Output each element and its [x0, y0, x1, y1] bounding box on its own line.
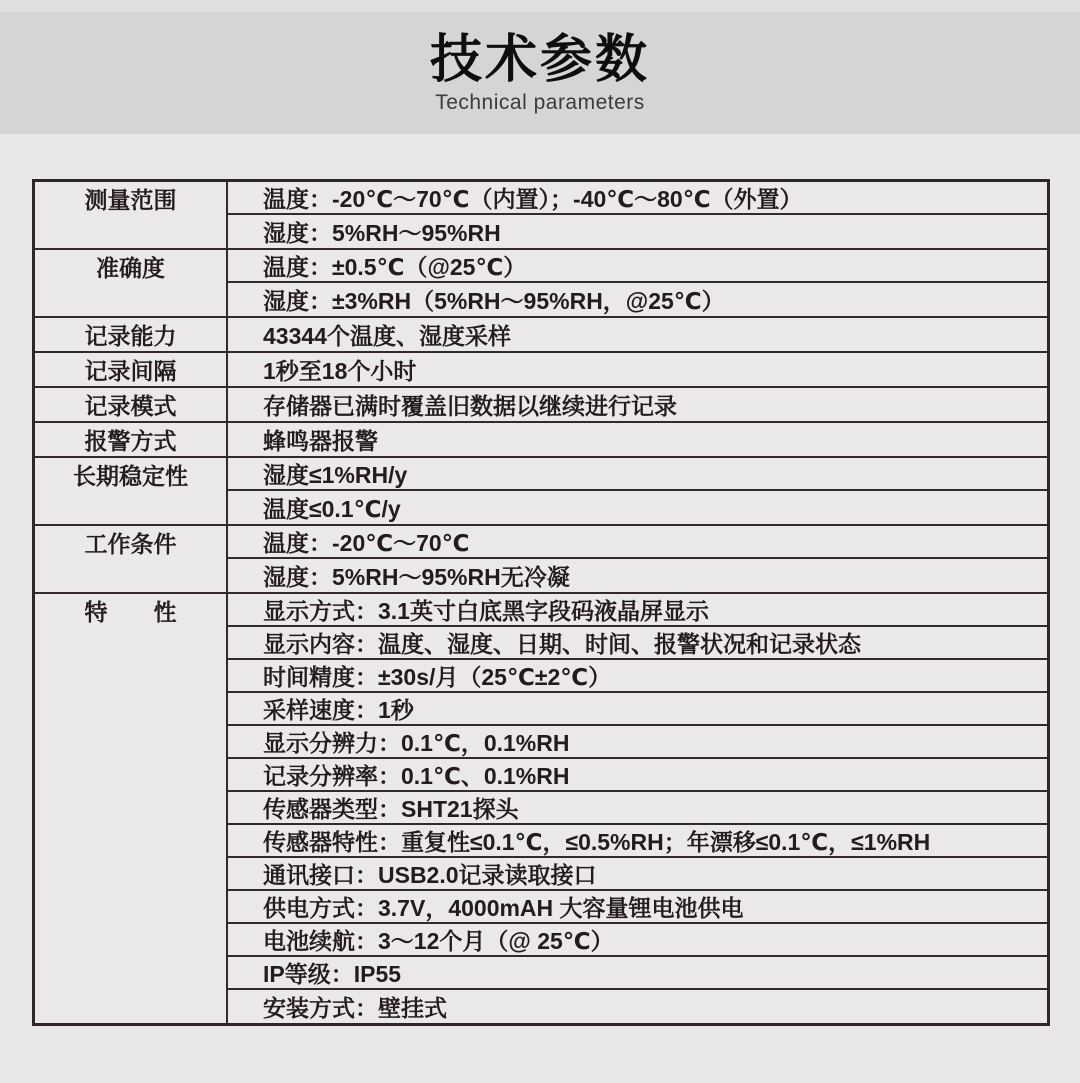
- spec-group-rows: [228, 250, 1047, 316]
- spec-row: 43344个温度、湿度采样: [263, 323, 511, 349]
- page-title: 技术参数: [429, 30, 650, 89]
- spec-group: [35, 594, 1047, 1023]
- spec-group: [35, 250, 1047, 318]
- page-subtitle: Technical parameters: [435, 91, 645, 115]
- spec-group: [35, 526, 1047, 594]
- spec-group-rows: [228, 423, 1047, 456]
- spec-row: 湿度≤1%RH/y: [228, 458, 1047, 491]
- spec-group-rows: [228, 388, 1047, 421]
- spec-group-label: 记录间隔: [84, 358, 177, 384]
- spec-group: [35, 458, 1047, 526]
- spec-row: 电池续航：3～12个月（@ 25℃）: [228, 924, 1047, 957]
- spec-row: 显示方式：3.1英寸白底黑字段码液晶屏显示: [228, 594, 1047, 627]
- spec-row: 显示内容：温度、湿度、日期、时间、报警状况和记录状态: [228, 627, 1047, 660]
- spec-group-label-cell: [35, 423, 228, 456]
- spec-group: [35, 182, 1047, 250]
- spec-group-rows: [228, 526, 1047, 592]
- spec-row: 温度：-20℃～70℃（内置）；-40℃～80℃（外置）: [228, 182, 1047, 215]
- spec-row: 温度：±0.5℃（@25℃）: [228, 250, 1047, 283]
- spec-group-label-cell: [35, 458, 228, 524]
- spec-row: 温度≤0.1℃/y: [263, 496, 401, 522]
- spec-row: 湿度：5%RH～95%RH无冷凝: [263, 564, 570, 590]
- spec-row: 存储器已满时覆盖旧数据以继续进行记录: [263, 393, 677, 419]
- spec-group: [35, 318, 1047, 353]
- top-strip: [0, 0, 1080, 12]
- spec-group-label-cell: [35, 182, 228, 248]
- spec-row: 通讯接口：USB2.0记录读取接口: [228, 858, 1047, 891]
- spec-group-label: 工作条件: [84, 531, 177, 557]
- spec-group-label-cell: [35, 388, 228, 421]
- spec-row: 1秒至18个小时: [263, 358, 417, 384]
- spec-group-rows: [228, 458, 1047, 524]
- spec-row: 时间精度：±30s/月（25℃±2℃）: [228, 660, 1047, 693]
- spec-group-label: 报警方式: [84, 428, 177, 454]
- spec-table: [32, 179, 1050, 1026]
- spec-group-label-cell: [35, 526, 228, 592]
- spec-group-label: 准确度: [96, 255, 165, 281]
- spec-group-label: 长期稳定性: [73, 463, 188, 489]
- spec-row: 显示分辨力：0.1℃，0.1%RH: [228, 726, 1047, 759]
- header-band: [0, 12, 1080, 134]
- spec-group-label: 特 性: [84, 599, 177, 625]
- spec-group-label-cell: [35, 318, 228, 351]
- spec-group-rows: [228, 594, 1047, 1023]
- spec-group-label-cell: [35, 594, 228, 1023]
- spec-row: 采样速度：1秒: [228, 693, 1047, 726]
- spec-row: 供电方式：3.7V，4000mAH 大容量锂电池供电: [228, 891, 1047, 924]
- spec-group-rows: [228, 318, 1047, 351]
- spec-group-label-cell: [35, 353, 228, 386]
- spec-row: IP等级：IP55: [228, 957, 1047, 990]
- spec-group: [35, 388, 1047, 423]
- spec-row: 传感器特性：重复性≤0.1℃，≤0.5%RH；年漂移≤0.1℃，≤1%RH: [228, 825, 1047, 858]
- spec-group-label: 测量范围: [84, 187, 177, 213]
- spec-row: 传感器类型：SHT21探头: [228, 792, 1047, 825]
- spec-row: 记录分辨率：0.1℃、0.1%RH: [228, 759, 1047, 792]
- spec-group-rows: [228, 353, 1047, 386]
- spec-group-label: 记录模式: [84, 393, 177, 419]
- spec-row: 湿度：±3%RH（5%RH～95%RH，@25℃）: [263, 288, 725, 314]
- spec-row: 温度：-20℃～70℃: [228, 526, 1047, 559]
- spec-group-label: 记录能力: [84, 323, 177, 349]
- spec-row: 蜂鸣器报警: [263, 428, 378, 454]
- spec-group: [35, 423, 1047, 458]
- spec-group: [35, 353, 1047, 388]
- spec-group-label-cell: [35, 250, 228, 316]
- spec-group-rows: [228, 182, 1047, 248]
- spec-row: 安装方式：壁挂式: [263, 995, 447, 1021]
- spec-row: 湿度：5%RH～95%RH: [263, 220, 501, 246]
